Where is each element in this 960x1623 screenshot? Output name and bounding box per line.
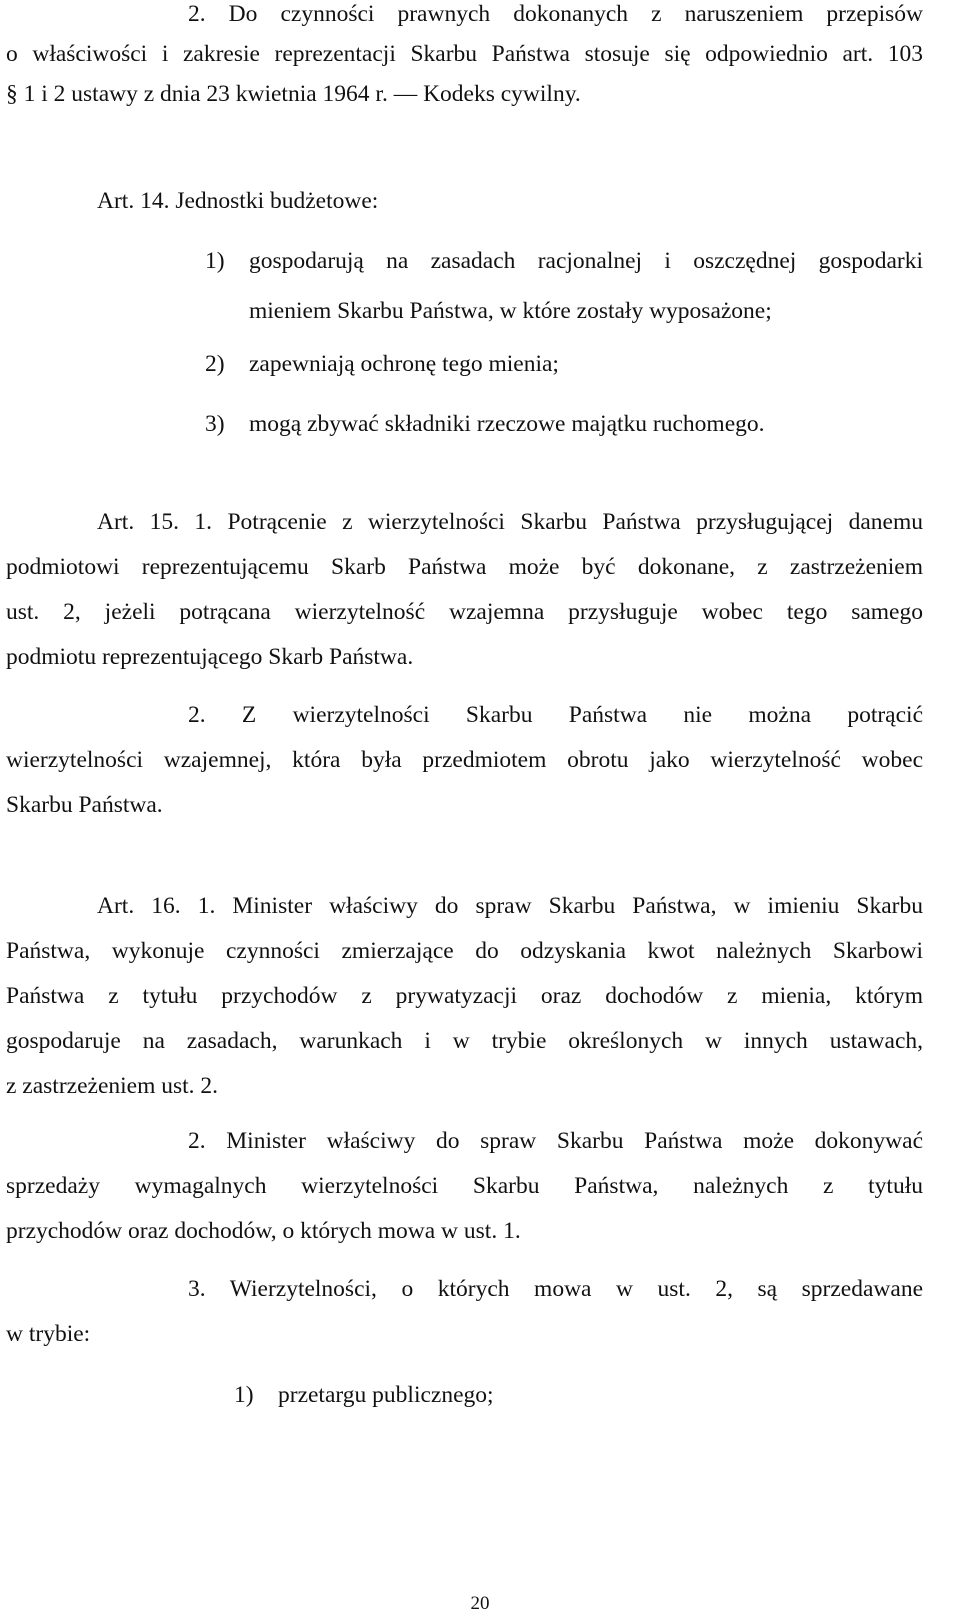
text-line: § 1 i 2 ustawy z dnia 23 kwietnia 1964 r. — Kodeks cywilny. [6,81,581,107]
text-line: podmiotu reprezentującego Skarb Państwa. [6,644,414,670]
art14-item-3 [205,411,765,438]
art14-item-1 [205,248,923,325]
item-text-line: gospodarują na zasadach racjonalnej i oszczędnej gospodarki [249,248,923,274]
paragraph-art16-ust2 [6,1128,923,1245]
text-line: o właściwości i zakresie reprezentacji Skarbu Państwa stosuje się odpowiednio art. 103 [6,41,923,67]
text-line: podmiotowi reprezentującemu Skarb Państwa może być dokonane, z zastrzeżeniem [6,554,923,580]
item-text: przetargu publicznego; [278,1382,494,1408]
text-line: gospodaruje na zasadach, warunkach i w trybie określonych w innych ustawach, [6,1028,923,1054]
text-line: 2. Z wierzytelności Skarbu Państwa nie można potrącić [188,702,923,728]
text-line: sprzedaży wymagalnych wierzytelności Skarbu Państwa, należnych z tytułu [6,1173,923,1199]
text-line: przychodów oraz dochodów, o których mowa w ust. 1. [6,1218,521,1244]
text-line: 2. Minister właściwy do spraw Skarbu Państwa może dokonywać [188,1128,923,1154]
text-line: ust. 2, jeżeli potrącana wierzytelność wzajemna przysługuje wobec tego samego [6,599,923,625]
item-text-line: mieniem Skarbu Państwa, w które zostały wyposażone; [249,298,772,324]
article-14-heading: Art. 14. Jednostki budżetowe: [97,188,379,214]
text-line: z zastrzeżeniem ust. 2. [6,1073,219,1099]
item-number: 2) [205,351,225,377]
text-line: Skarbu Państwa. [6,792,163,818]
text-line: Art. 16. 1. Minister właściwy do spraw Skarbu Państwa, w imieniu Skarbu [97,893,923,919]
paragraph-art15-ust2 [6,702,923,819]
item-number: 1) [205,248,225,274]
text-line: wierzytelności wzajemnej, która była przedmiotem obrotu jako wierzytelność wobec [6,747,923,773]
item-number: 3) [205,411,225,437]
paragraph-art15-ust1 [6,509,923,671]
item-text: zapewniają ochronę tego mienia; [249,351,559,377]
paragraph-art16-ust1 [6,893,923,1100]
text-line: 3. Wierzytelności, o których mowa w ust. 2, są sprzedawane [188,1276,923,1302]
art16-item-1 [234,1382,494,1409]
paragraph-art16-ust3 [6,1276,923,1348]
text-line: 2. Do czynności prawnych dokonanych z naruszeniem przepisów [188,1,923,27]
art14-item-2 [205,351,559,378]
paragraph-art13-ust2 [6,0,923,120]
text-line: Państwa z tytułu przychodów z prywatyzacji oraz dochodów z mienia, którym [6,983,923,1009]
item-number: 1) [234,1382,254,1408]
text-line: w trybie: [6,1321,91,1347]
text-line: Art. 15. 1. Potrącenie z wierzytelności Skarbu Państwa przysługującej danemu [97,509,923,535]
text-line: Państwa, wykonuje czynności zmierzające do odzyskania kwot należnych Skarbowi [6,938,923,964]
page-number: 20 [470,1593,490,1614]
item-text: mogą zbywać składniki rzeczowe majątku ruchomego. [249,411,765,437]
